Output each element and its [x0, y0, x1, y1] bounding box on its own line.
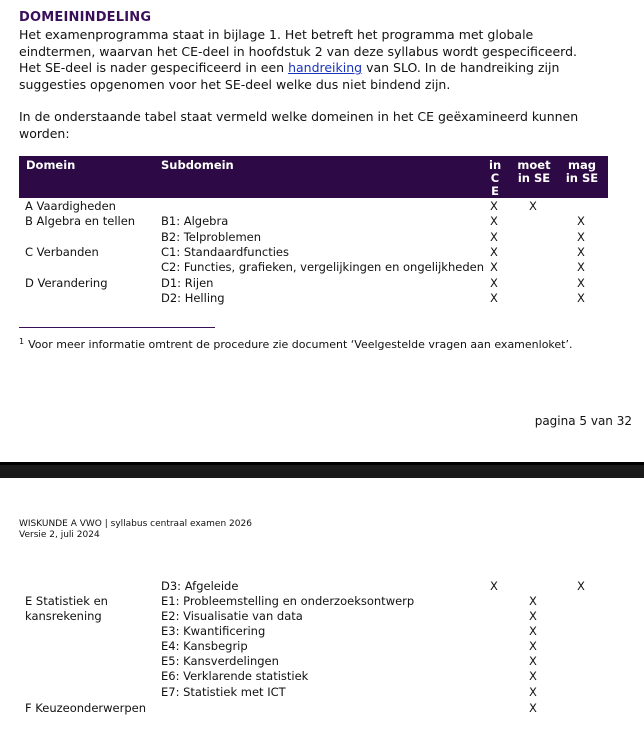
- intro-text: Het SE-deel is nader gespecificeerd in een: [19, 60, 289, 75]
- intro-paragraph: [19, 27, 619, 93]
- subdomein-cell: E4: Kansbegrip: [161, 639, 248, 653]
- header-domein: Domein: [26, 158, 76, 172]
- moet-mark: X: [529, 685, 537, 699]
- header-mag-part: mag: [568, 158, 596, 172]
- handreiking-link[interactable]: handreiking: [288, 60, 363, 75]
- table-row: [0, 291, 644, 306]
- domein-cell: kansrekening: [25, 609, 102, 623]
- table-row: [0, 245, 644, 260]
- intro-line: Het examenprogramma staat in bijlage 1. Het betreft het programma met globale: [19, 27, 534, 42]
- ce-mark: X: [490, 230, 498, 244]
- mag-mark: X: [577, 245, 585, 259]
- moet-mark: X: [529, 624, 537, 638]
- subdomein-cell: E2: Visualisatie van data: [161, 609, 303, 623]
- moet-mark: X: [529, 654, 537, 668]
- table-row: [0, 214, 644, 229]
- subdomein-cell: C2: Functies, grafieken, vergelijkingen en ongelijkheden: [161, 260, 484, 274]
- ce-mark: X: [490, 291, 498, 305]
- ce-mark: X: [490, 579, 498, 593]
- header-moet-part: in SE: [517, 171, 551, 185]
- moet-mark: X: [529, 701, 537, 715]
- table-intro-line: In de onderstaande tabel staat vermeld welke domeinen in het CE geëxamineerd kunnen: [19, 109, 579, 124]
- header-in-ce: [489, 159, 501, 198]
- table-row: [0, 669, 644, 684]
- table-row: [0, 230, 644, 245]
- table-row: [0, 639, 644, 654]
- ce-mark: X: [490, 260, 498, 274]
- running-header-version: Versie 2, juli 2024: [19, 530, 100, 540]
- domein-cell: C Verbanden: [25, 245, 99, 259]
- domein-cell: E Statistiek en: [25, 594, 108, 608]
- section-heading: DOMEININDELING: [19, 10, 152, 25]
- table-row: [0, 260, 644, 275]
- mag-mark: X: [577, 230, 585, 244]
- mag-mark: X: [577, 260, 585, 274]
- table-row: [0, 579, 644, 594]
- intro-line: suggesties opgenomen voor het SE-deel welke dus niet bindend zijn.: [19, 76, 451, 92]
- table-row: [0, 594, 644, 609]
- moet-mark: X: [529, 669, 537, 683]
- subdomein-cell: E7: Statistiek met ICT: [161, 685, 286, 699]
- table-row: [0, 609, 644, 624]
- subdomein-cell: D2: Helling: [161, 291, 225, 305]
- table-row: [0, 654, 644, 669]
- header-ce-part: in: [489, 158, 502, 172]
- subdomein-cell: E1: Probleemstelling en onderzoeksontwerp: [161, 594, 415, 608]
- page-break-edge: [0, 462, 644, 465]
- subdomein-cell: B1: Algebra: [161, 214, 229, 228]
- header-subdomein: Subdomein: [161, 158, 234, 172]
- ce-mark: X: [490, 245, 498, 259]
- domein-cell: B Algebra en tellen: [25, 214, 136, 228]
- intro-line: eindtermen, waarvan het CE-deel in hoofdstuk 2 van deze syllabus wordt gespecificeerd.: [19, 43, 578, 59]
- subdomein-cell: D3: Afgeleide: [161, 579, 239, 593]
- document-page-6: [0, 478, 644, 740]
- moet-mark: X: [529, 639, 537, 653]
- table-intro-paragraph: [19, 109, 619, 142]
- header-ce-part: E: [491, 184, 499, 198]
- subdomein-cell: C1: Standaardfuncties: [161, 245, 289, 259]
- ce-mark: X: [490, 276, 498, 290]
- table-row: [0, 624, 644, 639]
- page-break: [0, 462, 644, 478]
- moet-mark: X: [529, 594, 537, 608]
- mag-mark: X: [577, 276, 585, 290]
- ce-mark: X: [490, 214, 498, 228]
- header-moet-part: moet: [517, 158, 551, 172]
- table-header: [19, 156, 608, 198]
- mag-mark: X: [577, 579, 585, 593]
- header-ce-part: C: [490, 171, 500, 185]
- running-header-title: WISKUNDE A VWO | syllabus centraal examen 2026: [19, 519, 252, 529]
- table-row: [0, 701, 644, 716]
- moet-mark: X: [529, 609, 537, 623]
- domein-cell: F Keuzeonderwerpen: [25, 701, 147, 715]
- subdomein-cell: E3: Kwantificering: [161, 624, 266, 638]
- table-row: [0, 276, 644, 291]
- header-moet-in-se: [512, 159, 556, 185]
- subdomein-cell: B2: Telproblemen: [161, 230, 262, 244]
- intro-text: van SLO. In de handreiking zijn: [362, 60, 560, 75]
- footnote-divider: [19, 327, 215, 328]
- subdomein-cell: E5: Kansverdelingen: [161, 654, 279, 668]
- table-row: [0, 685, 644, 700]
- ce-mark: X: [490, 199, 498, 213]
- subdomein-cell: E6: Verklarende statistiek: [161, 669, 309, 683]
- table-row: [0, 199, 644, 214]
- intro-line: [19, 60, 619, 77]
- footnote: [19, 335, 572, 352]
- page-number: pagina 5 van 32: [534, 414, 632, 428]
- table-intro-line: worden:: [19, 125, 70, 141]
- domein-cell: A Vaardigheden: [25, 199, 116, 213]
- mag-mark: X: [577, 291, 585, 305]
- header-mag-part: in SE: [565, 171, 599, 185]
- header-mag-in-se: [560, 159, 604, 185]
- domein-cell: D Verandering: [25, 276, 108, 290]
- subdomein-cell: D1: Rijen: [161, 276, 214, 290]
- moet-mark: X: [529, 199, 537, 213]
- footnote-text: Voor meer informatie omtrent de procedure zie document ‘Veelgestelde vragen aan examenloket’.: [28, 338, 573, 351]
- footnote-mark: 1: [19, 337, 25, 346]
- mag-mark: X: [577, 214, 585, 228]
